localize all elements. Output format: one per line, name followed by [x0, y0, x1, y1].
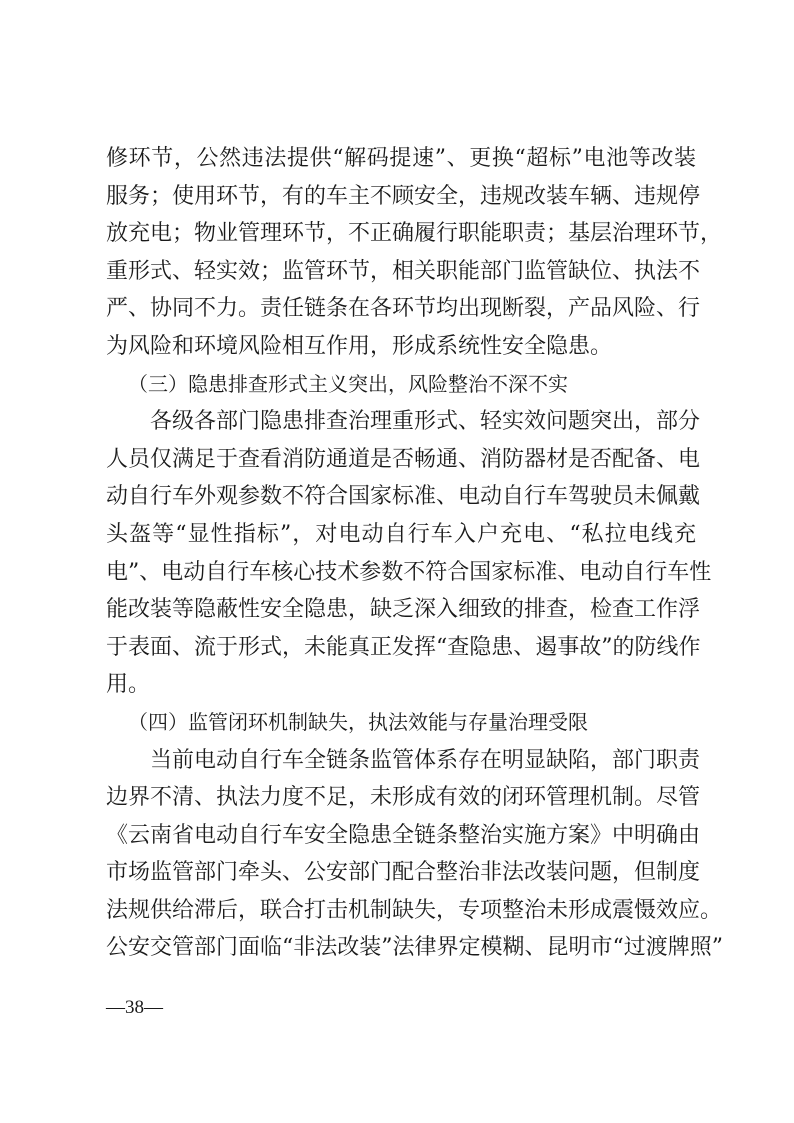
section-heading-3: （三）隐患排查形式主义突出，风险整治不深不实 [128, 371, 568, 396]
body-line: 服务；使用环节，有的车主不顾安全，违规改装车辆、违规停 [106, 183, 701, 209]
body-line: 头盔等“显性指标”，对电动自行车入户充电、“私拉电线充 [106, 521, 696, 547]
body-line: 动自行车外观参数不符合国家标准、电动自行车驾驶员未佩戴 [106, 484, 701, 510]
body-line: 重形式、轻实效；监管环节，相关职能部门监管缺位、执法不 [106, 258, 701, 284]
body-line: 用。 [106, 672, 151, 698]
body-line: 于表面、流于形式，未能真正发挥“查隐患、遏事故”的防线作 [106, 634, 701, 660]
body-line: 当前电动自行车全链条监管体系存在明显缺陷，部门职责 [150, 747, 701, 773]
body-line: 能改装等隐蔽性安全隐患，缺乏深入细致的排查，检查工作浮 [106, 597, 701, 623]
body-line: 市场监管部门牵头、公安部门配合整治非法改装问题，但制度 [106, 860, 701, 886]
body-line: 人员仅满足于查看消防通道是否畅通、消防器材是否配备、电 [106, 446, 701, 472]
section-heading-4: （四）监管闭环机制缺失，执法效能与存量治理受限 [128, 709, 588, 734]
body-line: 各级各部门隐患排查治理重形式、轻实效问题突出，部分 [150, 409, 701, 435]
body-line: 《云南省电动自行车安全隐患全链条整治实施方案》中明确由 [106, 822, 701, 848]
page-number: —38— [106, 997, 163, 1018]
body-line: 法规供给滞后，联合打击机制缺失，专项整治未形成震慑效应。 [106, 897, 723, 923]
document-body [106, 140, 723, 967]
body-line: 公安交管部门面临“非法改装”法律界定模糊、昆明市“过渡牌照” [106, 935, 723, 961]
body-line: 严、协同不力。责任链条在各环节均出现断裂，产品风险、行 [106, 296, 701, 322]
body-line: 边界不清、执法力度不足，未形成有效的闭环管理机制。尽管 [106, 785, 701, 811]
body-line: 电”、电动自行车核心技术参数不符合国家标准、电动自行车性 [106, 559, 712, 585]
body-line: 修环节，公然违法提供“解码提速”、更换“超标”电池等改装 [106, 146, 696, 171]
body-line: 为风险和环境风险相互作用，形成系统性安全隐患。 [106, 333, 613, 359]
body-line: 放充电；物业管理环节，不正确履行职能职责；基层治理环节， [106, 221, 723, 247]
